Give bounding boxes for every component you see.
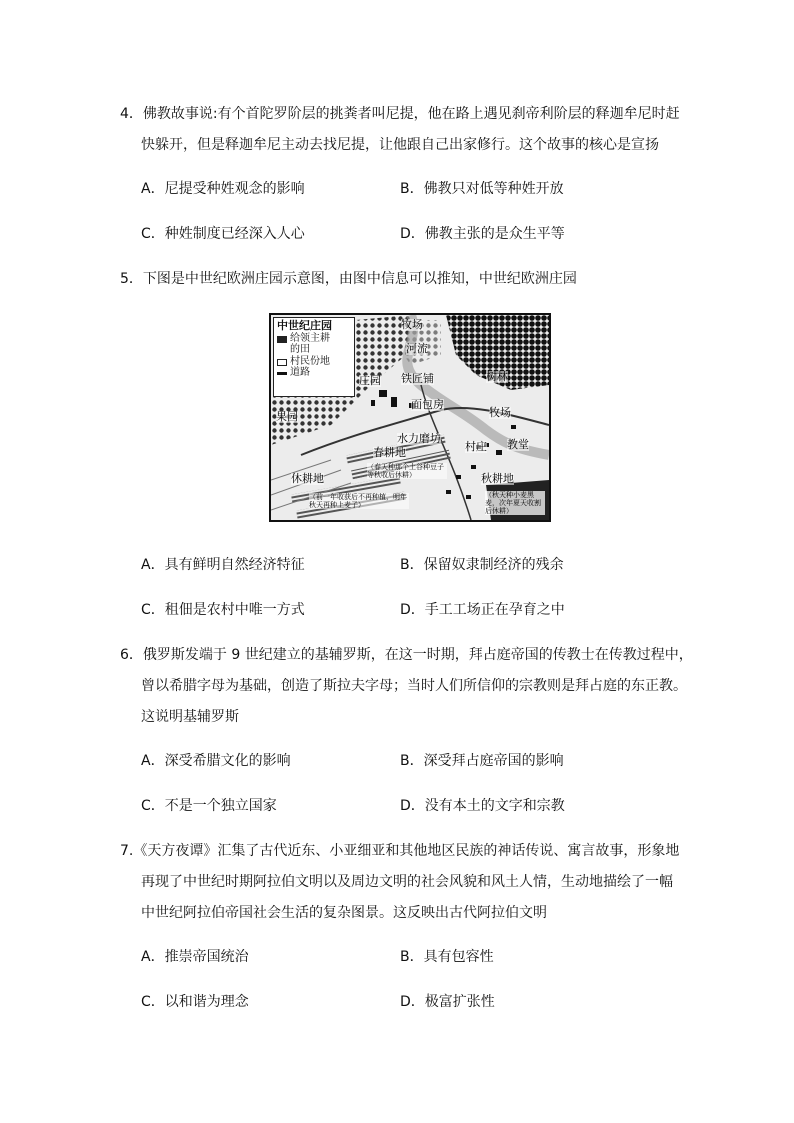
- q4-option-a: A．尼提受种姓观念的影响: [141, 181, 305, 197]
- map-label-pasture-top: 牧场: [401, 318, 423, 331]
- map-label-fallow: 休耕地: [291, 472, 324, 485]
- q5-option-d: D．手工工场正在孕育之中: [400, 602, 565, 618]
- q6-option-a: A．深受希腊文化的影响: [141, 753, 291, 769]
- map-label-orchard: 果园: [276, 410, 298, 423]
- map-legend: [273, 317, 355, 397]
- legend-row-lord-field: [277, 333, 354, 356]
- q6-stem-line1: 6．俄罗斯发端于 9 世纪建立的基辅罗斯，在这一时期，拜占庭帝国的传教士在传教过程中，: [120, 647, 693, 663]
- legend-row-road: [277, 367, 354, 379]
- q7-option-c: C．以和谐为理念: [141, 994, 249, 1010]
- map-note-autumn: （秋天种小麦黑麦，次年夏天收割后休耕）: [485, 491, 545, 515]
- map-note-spring: （春天种那个土谷种豆子等秋收后休耕）: [367, 463, 447, 479]
- q6-option-d: D．没有本土的文字和宗教: [400, 798, 565, 814]
- q5-stem-line1: 5．下图是中世纪欧洲庄园示意图，由图中信息可以推知，中世纪欧洲庄园: [120, 271, 577, 287]
- q7-stem-line1: 7.《天方夜谭》汇集了古代近东、小亚细亚和其他地区民族的神话传说、寓言故事，形象地: [120, 843, 680, 859]
- q6-option-c: C．不是一个独立国家: [141, 798, 277, 814]
- legend-villager-label: 村民份地: [290, 355, 330, 367]
- map-label-meadow: 牧场: [489, 406, 511, 419]
- q7-option-a: A．推崇帝国统治: [141, 949, 249, 965]
- q4-option-b: B．佛教只对低等种姓开放: [400, 181, 564, 197]
- map-label-bakery: 面包房: [411, 398, 444, 411]
- legend-title: 中世纪庄园: [277, 319, 332, 332]
- map-label-spring-field: 春耕地: [373, 446, 406, 459]
- q7-stem-line2: 再现了中世纪时期阿拉伯文明以及周边文明的社会风貌和风土人情，生动地描绘了一幅: [141, 874, 673, 890]
- map-label-mill: 水力磨坊: [397, 432, 441, 445]
- lord-field-swatch: [277, 336, 287, 343]
- map-label-river: 河流: [406, 342, 428, 355]
- q6-option-b: B．深受拜占庭帝国的影响: [400, 753, 564, 769]
- q4-option-c: C．种姓制度已经深入人心: [141, 226, 305, 242]
- map-label-woods: 树林: [486, 370, 508, 383]
- legend-road-label: 道路: [290, 367, 310, 379]
- q5-option-c: C．租佃是农村中唯一方式: [141, 602, 305, 618]
- road-swatch: [277, 372, 287, 375]
- q4-stem-line2: 快躲开，但是释迦牟尼主动去找尼提，让他跟自己出家修行。这个故事的核心是宣扬: [141, 137, 659, 153]
- q5-option-a: A．具有鲜明自然经济特征: [141, 557, 305, 573]
- legend-lord-field-label: 给领主耕的田: [290, 332, 330, 356]
- q7-stem-line3: 中世纪阿拉伯帝国社会生活的复杂图景。这反映出古代阿拉伯文明: [141, 905, 547, 921]
- q6-stem-line2: 曾以希腊字母为基础，创造了斯拉夫字母；当时人们所信仰的宗教则是拜占庭的东正教。: [141, 678, 687, 694]
- map-label-smithy: 铁匠铺: [401, 372, 434, 385]
- q5-option-b: B．保留奴隶制经济的残余: [400, 557, 564, 573]
- manor-map: [269, 313, 551, 522]
- q4-option-d: D．佛教主张的是众生平等: [400, 226, 565, 242]
- villager-land-swatch: [277, 359, 287, 366]
- map-label-manor: 庄园: [359, 374, 381, 387]
- legend-row-villager: [277, 356, 354, 368]
- q4-stem-line1: 4．佛教故事说:有个首陀罗阶层的挑粪者叫尼提，他在路上遇见刹帝利阶层的释迦牟尼时赶: [120, 106, 680, 122]
- map-note-fallow: （前一年收获后不再种植，明年秋天再种上麦子）: [309, 493, 407, 510]
- q6-stem-line3: 这说明基辅罗斯: [141, 709, 239, 725]
- map-label-autumn-field: 秋耕地: [481, 472, 514, 485]
- map-label-village: 村庄: [465, 440, 487, 453]
- q7-option-d: D．极富扩张性: [400, 994, 495, 1010]
- map-label-church: 教堂: [507, 438, 529, 451]
- q7-option-b: B．具有包容性: [400, 949, 494, 965]
